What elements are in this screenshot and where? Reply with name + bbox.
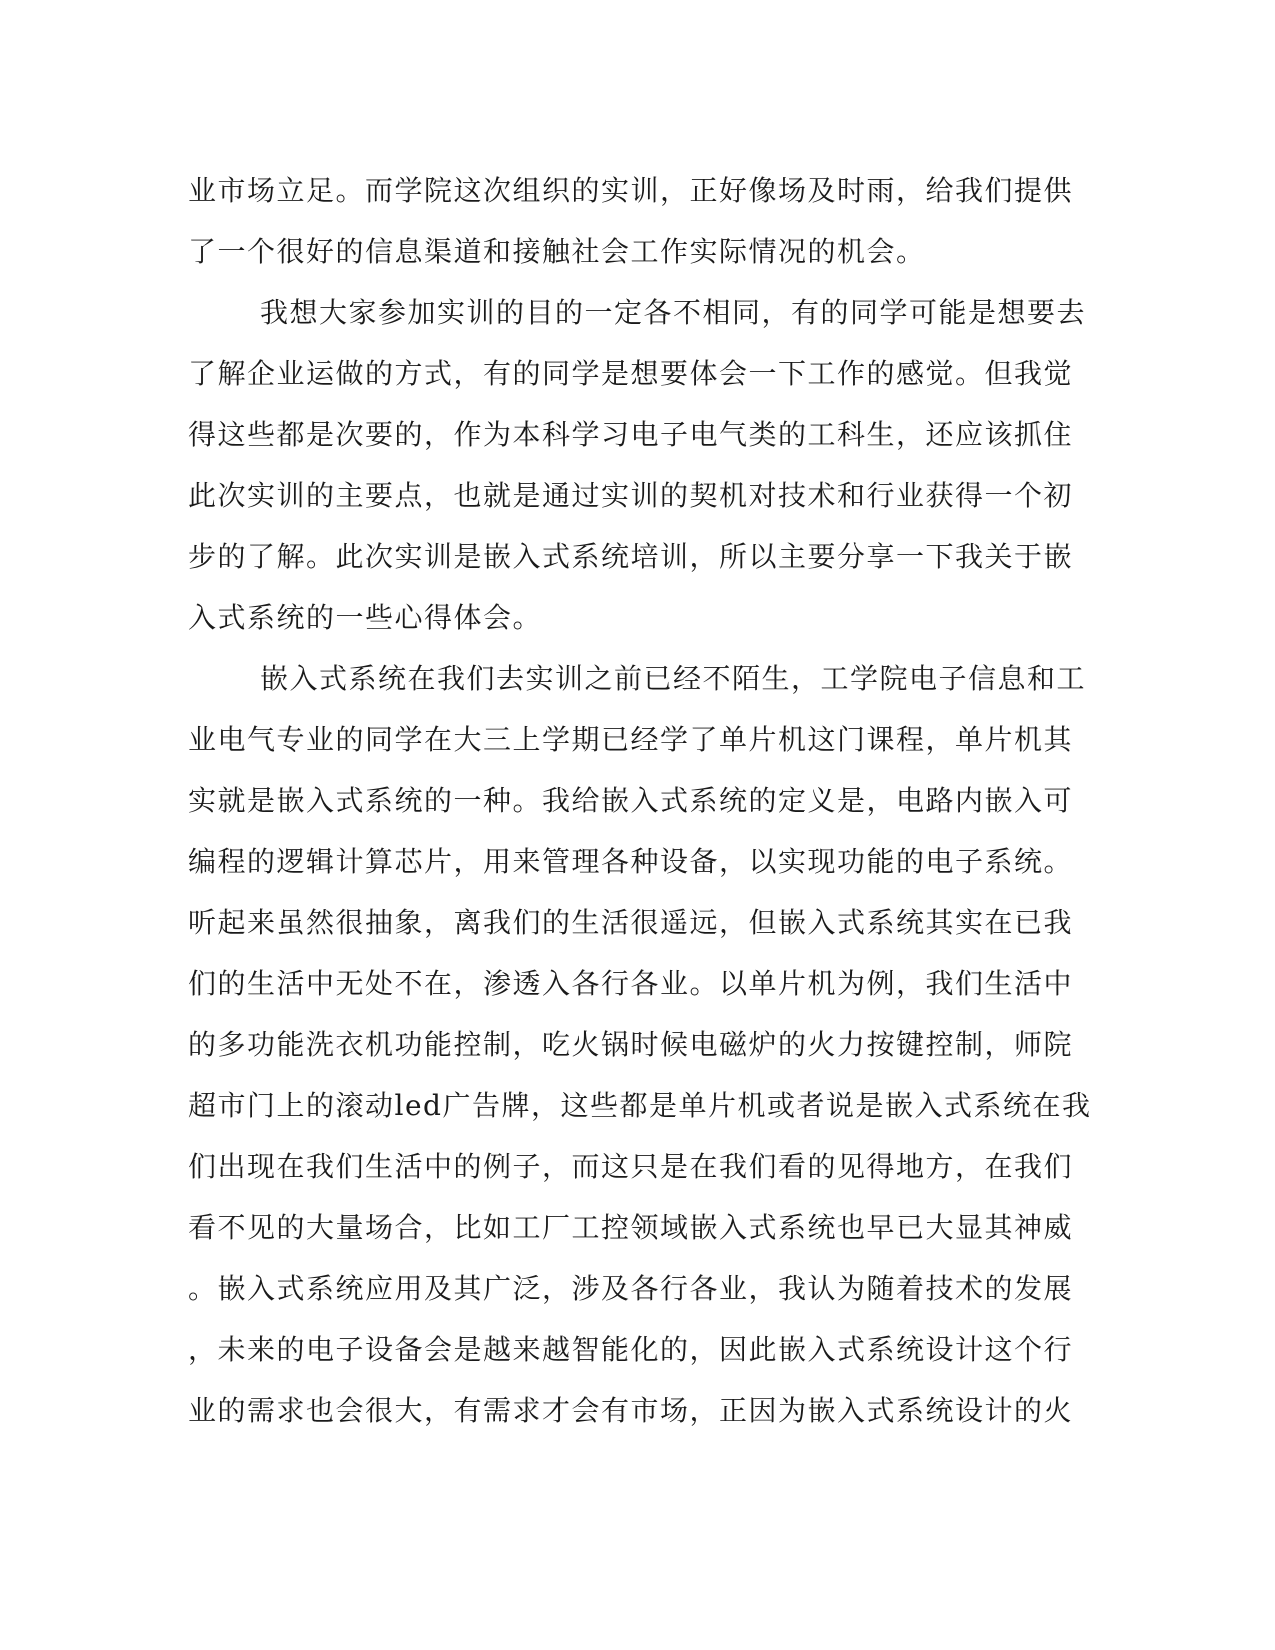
text-line: 们出现在我们生活中的例子，而这只是在我们看的见得地方，在我们 [188,1150,1074,1183]
paragraph-start-line: 我想大家参加实训的目的一定各不相同，有的同学可能是想要去 [260,296,1087,329]
text-line: 了解企业运做的方式，有的同学是想要体会一下工作的感觉。但我觉 [188,357,1074,390]
text-line: 业的需求也会很大，有需求才会有市场，正因为嵌入式系统设计的火 [188,1394,1074,1427]
text-line: ，未来的电子设备会是越来越智能化的，因此嵌入式系统设计这个行 [188,1333,1074,1366]
text-line: 们的生活中无处不在，渗透入各行各业。以单片机为例，我们生活中 [188,967,1074,1000]
text-line: 编程的逻辑计算芯片，用来管理各种设备，以实现功能的电子系统。 [188,845,1074,878]
text-line: 的多功能洗衣机功能控制，吃火锅时候电磁炉的火力按键控制，师院 [188,1028,1074,1061]
text-line: 入式系统的一些心得体会。 [188,601,543,634]
paragraph-start-line: 嵌入式系统在我们去实训之前已经不陌生，工学院电子信息和工 [260,662,1087,695]
text-line: 此次实训的主要点，也就是通过实训的契机对技术和行业获得一个初 [188,479,1074,512]
text-line: 实就是嵌入式系统的一种。我给嵌入式系统的定义是，电路内嵌入可 [188,784,1074,817]
body-text [188,160,1092,1441]
text-line: 步的了解。此次实训是嵌入式系统培训，所以主要分享一下我关于嵌 [188,540,1074,573]
text-line: 业市场立足。而学院这次组织的实训，正好像场及时雨，给我们提供 [188,174,1074,207]
text-line: 听起来虽然很抽象，离我们的生活很遥远，但嵌入式系统其实在已我 [188,906,1074,939]
text-line: 业电气专业的同学在大三上学期已经学了单片机这门课程，单片机其 [188,723,1074,756]
text-line: 看不见的大量场合，比如工厂工控领域嵌入式系统也早已大显其神威 [188,1211,1074,1244]
text-line: 得这些都是次要的，作为本科学习电子电气类的工科生，还应该抓住 [188,418,1074,451]
text-line: 了一个很好的信息渠道和接触社会工作实际情况的机会。 [188,235,926,268]
text-line: 。嵌入式系统应用及其广泛，涉及各行各业，我认为随着技术的发展 [188,1272,1074,1305]
text-line: 超市门上的滚动led广告牌，这些都是单片机或者说是嵌入式系统在我 [188,1089,1092,1122]
